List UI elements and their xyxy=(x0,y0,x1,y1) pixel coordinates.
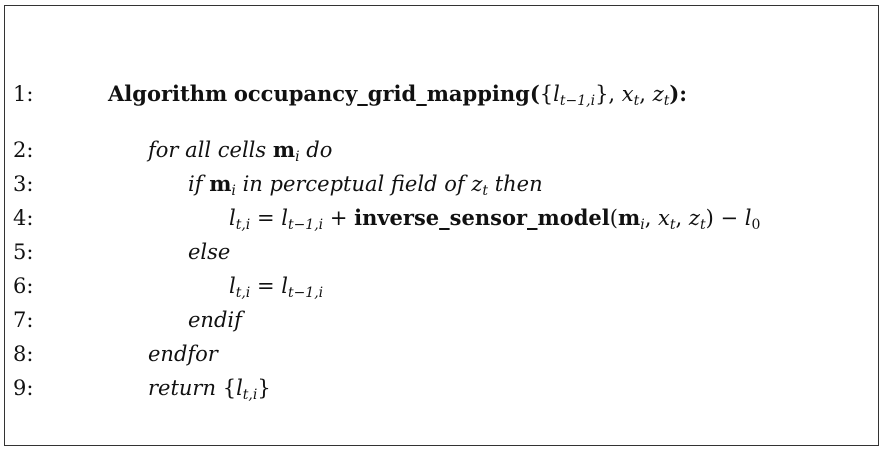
else-keyword: else xyxy=(188,240,231,264)
line-number: 3: xyxy=(13,172,34,196)
if-keyword: if xyxy=(188,172,203,196)
endif-keyword: endif xyxy=(188,308,242,332)
update-statement: $l_{t,i} = l_{t-1,i}$ + $inverse\_sensor\_model(m_i$, $x_t$, $z_t) - l_0$ xyxy=(229,205,761,233)
algorithm-line-6 xyxy=(0,271,885,301)
line-number: 7: xyxy=(13,308,34,332)
then-keyword: then xyxy=(494,172,543,196)
for-keyword: for all cells xyxy=(148,138,267,162)
field-keyword: in perceptual field of xyxy=(242,172,465,196)
function-name: occupancy_grid_mapping xyxy=(233,81,530,106)
line-number: 5: xyxy=(13,240,34,264)
return-keyword: return xyxy=(148,376,216,400)
algorithm-line-5 xyxy=(0,237,885,267)
algorithm-line-4 xyxy=(0,203,885,233)
algorithm-line-2 xyxy=(0,135,885,165)
line-number: 6: xyxy=(13,274,34,298)
line-number: 9: xyxy=(13,376,34,400)
algorithm-keyword: Algorithm xyxy=(108,81,228,106)
do-keyword: do xyxy=(306,138,333,162)
line-number: 2: xyxy=(13,138,34,162)
line-number: 1: xyxy=(13,82,34,106)
algorithm-header: Algorithm $occupancy\_grid\_mapping(\{l_{t-1,i}\}$, $x_t$, $z_t$): xyxy=(108,81,688,109)
algorithm-line-3 xyxy=(0,169,885,199)
line-number: 8: xyxy=(13,342,34,366)
algorithm-line-7 xyxy=(0,305,885,335)
call-name: inverse_sensor_model xyxy=(354,205,610,230)
algorithm-line-8 xyxy=(0,339,885,369)
for-statement: for all cells $m_i$ do xyxy=(148,137,333,165)
return-statement: return $\{l_{t,i}\}$ xyxy=(148,376,271,403)
if-statement: if $m_i$ in perceptual field of $z_t$ then xyxy=(188,171,543,199)
endfor-keyword: endfor xyxy=(148,342,218,366)
line-number: 4: xyxy=(13,206,34,230)
algorithm-line-1 xyxy=(0,79,885,109)
algorithm-line-9 xyxy=(0,373,885,403)
copy-statement: $l_{t,i} = l_{t-1,i}$ xyxy=(229,274,324,301)
